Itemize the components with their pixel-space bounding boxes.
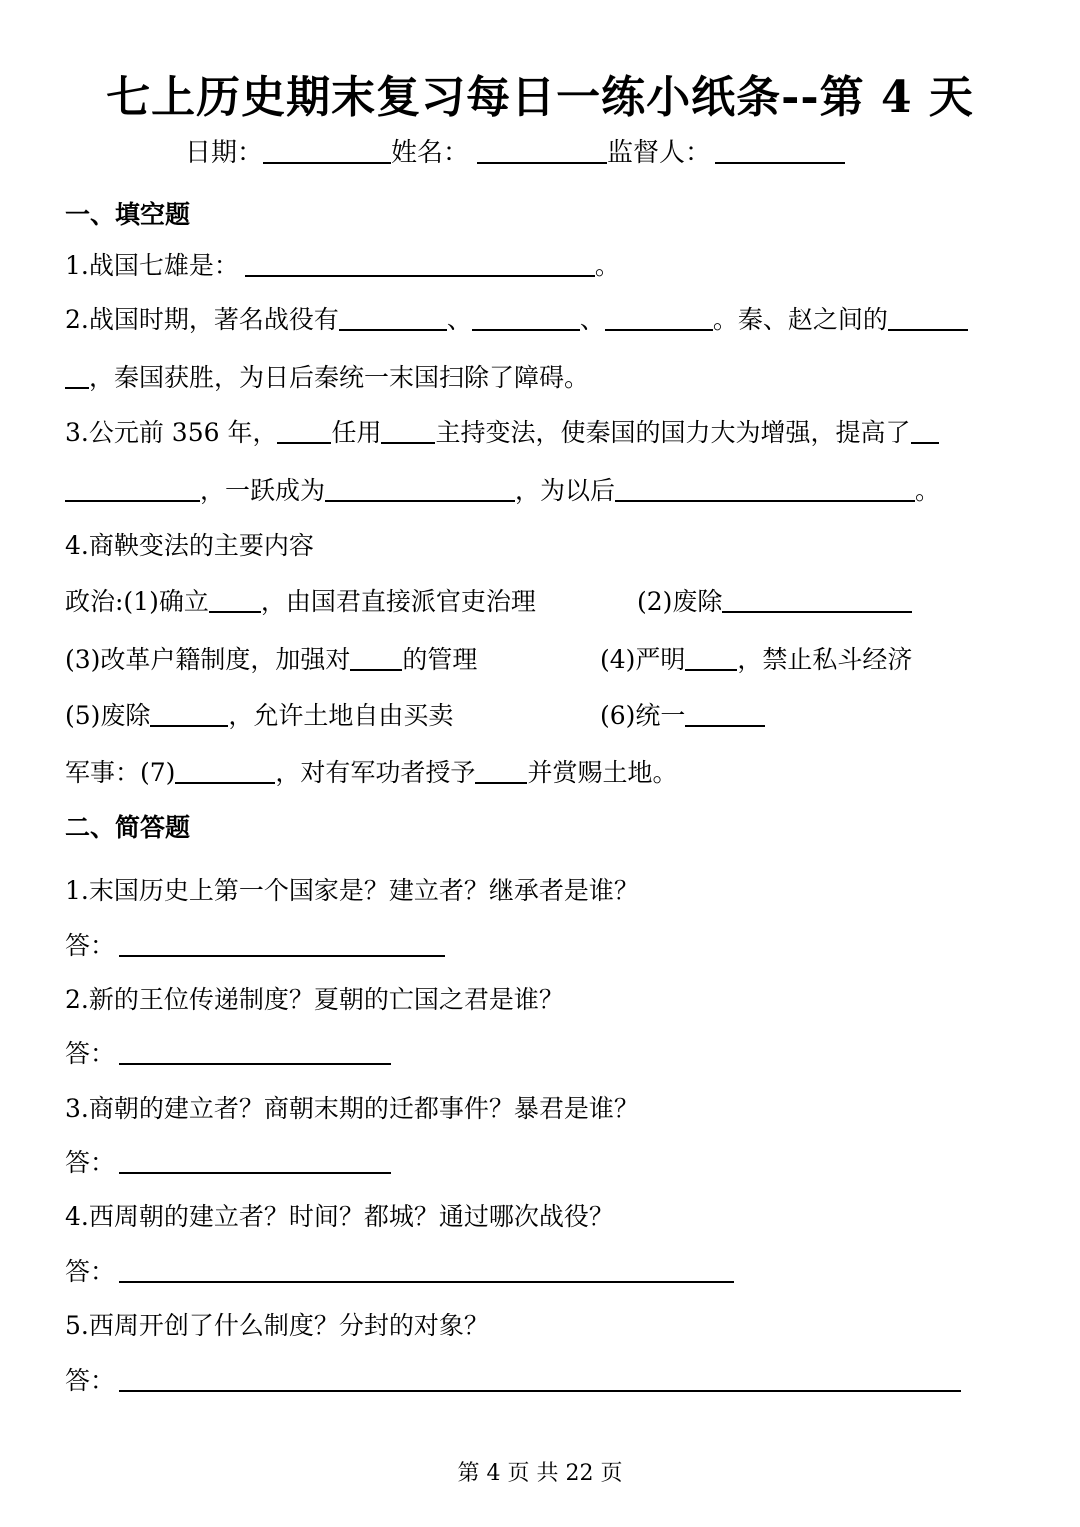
q4-item2: (2)废除 <box>637 589 912 614</box>
sa-question-3: 3.商朝的建立者？商朝末期的迁都事件？暴君是谁？ <box>65 1094 639 1123</box>
q2-blank4-cont[interactable] <box>65 365 89 389</box>
q3-line1: 3.公元前 356 年， 任用 主持变法，使秦国的国力大为增强，提高了 <box>65 420 939 445</box>
sa-answer-blank-1[interactable] <box>119 933 445 957</box>
section2-heading: 二、简答题 <box>65 813 191 842</box>
sa-answer-blank-4[interactable] <box>119 1259 734 1283</box>
q2-blank2[interactable] <box>472 307 580 331</box>
sa-answer-5: 答： <box>65 1368 961 1393</box>
date-blank[interactable] <box>263 140 391 164</box>
q4-blank8[interactable] <box>475 760 527 784</box>
q4-item6: (6)统一 <box>600 703 765 728</box>
name-label: 姓名： <box>391 138 470 168</box>
name-blank[interactable] <box>477 140 607 164</box>
sa-question-5: 5.西周开创了什么制度？分封的对象？ <box>65 1311 489 1340</box>
q4-blank2[interactable] <box>722 589 912 613</box>
q4-item5: (5)废除 ，允许土地自由买卖 <box>65 701 454 730</box>
q2-line1: 2.战国时期，著名战役有 、 、 。秦、赵之间的 <box>65 307 968 332</box>
sa-answer-blank-3[interactable] <box>119 1150 391 1174</box>
q4-blank7[interactable] <box>175 760 275 784</box>
supervisor-label: 监督人： <box>607 138 712 168</box>
sa-question-2: 2.新的王位传递制度？夏朝的亡国之君是谁？ <box>65 985 564 1014</box>
sa-question-1: 1.末国历史上第一个国家是？建立者？继承者是谁？ <box>65 876 639 905</box>
sa-answer-4: 答： <box>65 1259 734 1284</box>
page-footer: 第 4 页 共 22 页 <box>457 1461 623 1486</box>
q3-blank3[interactable] <box>911 420 939 444</box>
section1-heading: 一、填空题 <box>65 200 191 229</box>
q4-blank6[interactable] <box>685 703 765 727</box>
q1-blank[interactable] <box>245 253 595 277</box>
q2-line2: ，秦国获胜，为日后秦统一末国扫除了障碍。 <box>65 365 589 390</box>
sa-question-4: 4.西周朝的建立者？时间？都城？通过哪次战役？ <box>65 1202 614 1231</box>
q4-item1: 政治:(1)确立 ，由国君直接派官吏治理 <box>65 587 536 616</box>
sa-answer-blank-2[interactable] <box>119 1041 391 1065</box>
q3-blank2[interactable] <box>381 420 435 444</box>
q4-title: 4.商鞅变法的主要内容 <box>65 531 314 560</box>
q2-blank3[interactable] <box>605 307 713 331</box>
q2-blank4[interactable] <box>888 307 968 331</box>
sa-answer-3: 答： <box>65 1150 391 1175</box>
q3-blank5[interactable] <box>615 478 915 502</box>
q3-line2: ，一跃成为 ，为以后 。 <box>65 478 940 503</box>
q4-item7: 军事：(7) ，对有军功者授予 并赏赐土地。 <box>65 758 678 787</box>
q4-item4: (4)严明 ，禁止私斗经济 <box>600 645 913 674</box>
page-title: 七上历史期末复习每日一练小纸条--第 4 天 <box>106 72 974 123</box>
q4-blank4[interactable] <box>685 647 737 671</box>
sa-answer-2: 答： <box>65 1041 391 1066</box>
q1-line: 1.战国七雄是： 。 <box>65 251 620 280</box>
q2-blank1[interactable] <box>339 307 447 331</box>
q4-blank5[interactable] <box>150 703 228 727</box>
q3-blank1[interactable] <box>277 420 331 444</box>
q4-item3: (3)改革户籍制度，加强对 的管理 <box>65 645 478 674</box>
sa-answer-blank-5[interactable] <box>119 1368 961 1392</box>
q4-blank1[interactable] <box>209 589 261 613</box>
date-label: 日期： <box>185 138 264 168</box>
q3-blank4[interactable] <box>325 478 515 502</box>
info-row <box>185 140 845 166</box>
sa-answer-1: 答： <box>65 933 445 958</box>
q4-blank3[interactable] <box>350 647 402 671</box>
q3-blank3-cont[interactable] <box>65 478 200 502</box>
supervisor-blank[interactable] <box>715 140 845 164</box>
